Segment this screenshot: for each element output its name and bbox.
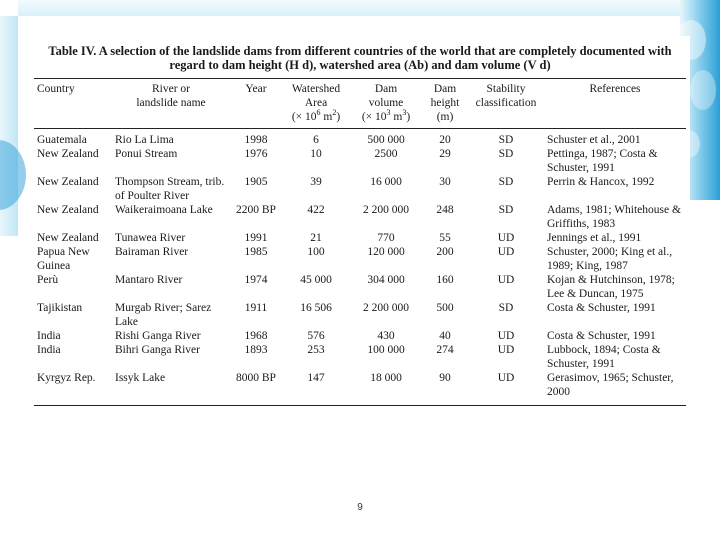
cell-country: Tajikistan [37,302,83,314]
landslide-dams-table [34,79,686,405]
table-row [34,231,686,245]
cell-year: 1974 [244,274,268,286]
cell-dam-volume: 100 000 [367,344,405,356]
table-row [34,147,686,175]
table-row [34,273,686,301]
left-decoration-bubble [0,140,26,210]
table-row [34,129,686,147]
table-title-line-1: Table IV. A selection of the landslide dams from different countries of the world that are completely documented with [48,44,672,58]
cell-dam-volume: 120 000 [367,246,405,258]
cell-references: Kojan & Hutchinson, 1978; Lee & Duncan, 1975 [547,274,675,300]
cell-dam-height: 55 [439,232,451,244]
table-bottom-rule [34,405,686,406]
cell-river: Bairaman River [115,246,189,258]
header-country: Country [37,83,75,95]
cell-references: Adams, 1981; Whitehouse & Griffiths, 1983 [547,204,681,230]
cell-watershed-area: 45 000 [300,274,332,286]
table-header-row [34,79,686,128]
cell-references: Schuster et al., 2001 [547,134,641,146]
header-stability: Stability classification [475,83,537,109]
cell-references: Jennings et al., 1991 [547,232,642,244]
cell-dam-height: 274 [436,344,454,356]
cell-river: Issyk Lake [115,372,166,384]
cell-dam-height: 90 [439,372,451,384]
cell-dam-volume: 2 200 000 [363,302,409,314]
cell-country: Papua New Guinea [37,246,90,272]
cell-year: 1991 [244,232,268,244]
cell-year: 1893 [244,344,268,356]
cell-dam-volume: 430 [377,330,395,342]
cell-country: New Zealand [37,148,99,160]
cell-country: India [37,344,61,356]
cell-watershed-area: 576 [307,330,325,342]
header-references: References [589,83,641,95]
cell-river: Murgab River; Sarez Lake [115,302,212,328]
cell-river: Thompson Stream, trib. of Poulter River [115,176,225,202]
table-row [34,203,686,231]
cell-dam-height: 248 [436,204,454,216]
cell-year: 2200 BP [236,204,276,216]
header-dam-height: Dam height (m) [430,83,460,123]
cell-dam-height: 200 [436,246,454,258]
header-dam-volume: Dam volume (× $10^3$ $m^3$) [361,83,411,123]
cell-river: Rishi Ganga River [115,330,201,342]
table-row [34,175,686,203]
cell-river: Bihri Ganga River [115,344,200,356]
cell-watershed-area: 6 [313,134,319,146]
table-document [30,36,690,490]
cell-river: Waikeraimoana Lake [115,204,213,216]
cell-stability: SD [498,148,514,160]
cell-year: 1905 [244,176,268,188]
cell-watershed-area: 10 [310,148,322,160]
page-number: 9 [357,502,363,513]
cell-watershed-area: 100 [307,246,325,258]
cell-dam-volume: 304 000 [367,274,405,286]
cell-stability: SD [498,176,514,188]
cell-dam-volume: 16 000 [370,176,402,188]
cell-stability: UD [497,246,515,258]
table-row [34,371,686,405]
header-year: Year [245,83,267,95]
cell-year: 8000 BP [236,372,276,384]
cell-dam-volume: 770 [377,232,395,244]
cell-dam-volume: 2500 [374,148,398,160]
cell-references: Perrin & Hancox, 1992 [547,176,655,188]
cell-stability: UD [497,372,515,384]
cell-country: New Zealand [37,176,99,188]
cell-country: India [37,330,61,342]
cell-river: Ponui Stream [115,148,178,160]
cell-watershed-area: 16 506 [300,302,332,314]
cell-year: 1911 [244,302,268,314]
cell-references: Pettinga, 1987; Costa & Schuster, 1991 [547,148,658,174]
cell-dam-volume: 500 000 [367,134,405,146]
cell-country: Perù [37,274,59,286]
cell-stability: UD [497,344,515,356]
cell-references: Schuster, 2000; King et al., 1989; King, 1987 [547,246,673,272]
table-title [30,36,690,72]
table-title-line-2: regard to dam height (H d), watershed area (Ab) and dam volume (V d) [169,58,551,72]
cell-country: Kyrgyz Rep. [37,372,96,384]
cell-stability: SD [498,134,514,146]
cell-watershed-area: 422 [307,204,325,216]
cell-dam-height: 500 [436,302,454,314]
cell-river: Tunawea River [115,232,186,244]
cell-references: Costa & Schuster, 1991 [547,330,656,342]
cell-dam-height: 160 [436,274,454,286]
cell-year: 1998 [244,134,268,146]
cell-dam-volume: 18 000 [370,372,402,384]
cell-river: Mantaro River [115,274,183,286]
cell-year: 1968 [244,330,268,342]
table-row [34,301,686,329]
table-row [34,329,686,343]
cell-stability: SD [498,302,514,314]
cell-stability: SD [498,204,514,216]
cell-references: Lubbock, 1894; Costa & Schuster, 1991 [547,344,661,370]
table-row [34,245,686,273]
cell-watershed-area: 21 [310,232,322,244]
cell-stability: UD [497,232,515,244]
cell-year: 1976 [244,148,268,160]
cell-year: 1985 [244,246,268,258]
cell-stability: UD [497,330,515,342]
cell-references: Gerasimov, 1965; Schuster, 2000 [547,372,674,398]
cell-dam-height: 30 [439,176,451,188]
cell-country: New Zealand [37,232,99,244]
cell-references: Costa & Schuster, 1991 [547,302,656,314]
cell-watershed-area: 253 [307,344,325,356]
cell-river: Rio La Lima [115,134,174,146]
cell-stability: UD [497,274,515,286]
cell-dam-height: 20 [439,134,451,146]
cell-dam-volume: 2 200 000 [363,204,409,216]
header-river: River or landslide name [136,83,206,109]
cell-dam-height: 29 [439,148,451,160]
cell-watershed-area: 147 [307,372,325,384]
cell-dam-height: 40 [439,330,451,342]
cell-country: Guatemala [37,134,87,146]
header-watershed-area: Watershed Area (× $10^6$ $m^2$) [291,83,341,123]
top-decoration-band [18,0,702,16]
cell-watershed-area: 39 [310,176,322,188]
table-row [34,343,686,371]
right-decoration-bubble [690,70,716,110]
cell-country: New Zealand [37,204,99,216]
